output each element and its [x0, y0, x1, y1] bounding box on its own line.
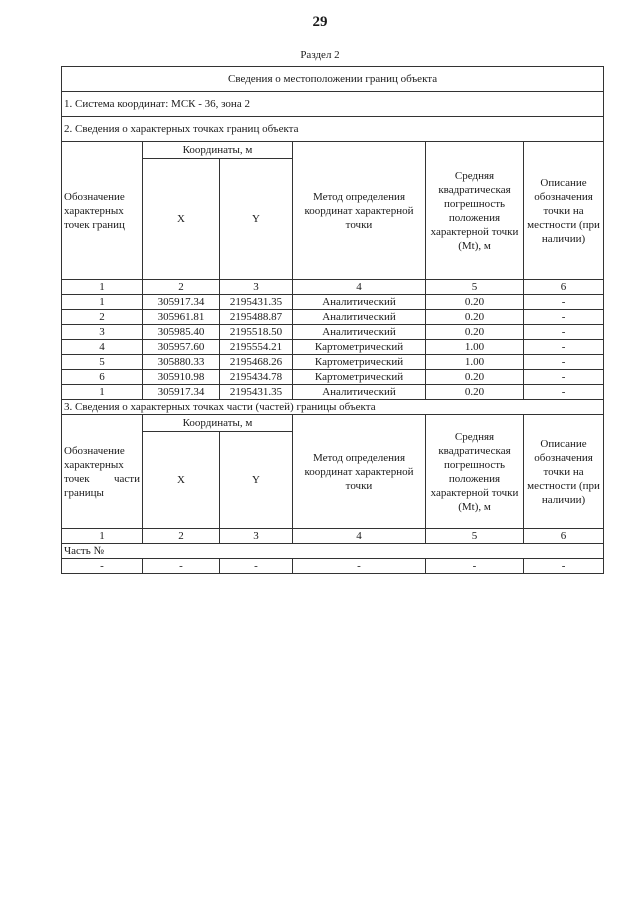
- column-number: 4: [293, 280, 426, 295]
- section2-title-row: [62, 117, 604, 142]
- point-desc: -: [524, 340, 604, 355]
- column-number: 3: [220, 280, 293, 295]
- point-method: Картометрический: [293, 355, 426, 370]
- column-number-row: [62, 529, 604, 544]
- table-row: [62, 385, 604, 400]
- header-method: Метод определения координат характерной точки: [293, 415, 426, 529]
- part-cell: -: [293, 559, 426, 574]
- table-title-row: [62, 67, 604, 92]
- point-method: Картометрический: [293, 370, 426, 385]
- point-x: 305985.40: [143, 325, 220, 340]
- point-desc: -: [524, 295, 604, 310]
- column-number: 6: [524, 280, 604, 295]
- column-number: 5: [426, 529, 524, 544]
- column-number: 2: [143, 280, 220, 295]
- point-method: Аналитический: [293, 295, 426, 310]
- coord-system-row: [62, 92, 604, 117]
- header-x: X: [143, 432, 220, 529]
- table-row: [62, 325, 604, 340]
- point-mt: 1.00: [426, 340, 524, 355]
- section2-header-row: [62, 142, 604, 159]
- part-cell: -: [143, 559, 220, 574]
- point-number: 3: [62, 325, 143, 340]
- point-x: 305917.34: [143, 385, 220, 400]
- header-description: Описание обозначения точки на местности (при наличии): [524, 142, 604, 280]
- point-x: 305880.33: [143, 355, 220, 370]
- point-desc: -: [524, 370, 604, 385]
- point-number: 4: [62, 340, 143, 355]
- point-number: 1: [62, 295, 143, 310]
- point-mt: 0.20: [426, 325, 524, 340]
- point-y: 2195468.26: [220, 355, 293, 370]
- header-point-designation: Обозначение характерных точек границ: [62, 142, 143, 280]
- header-part-point-designation: Обозначение характерных точек части границы: [62, 415, 143, 529]
- part-label-row: [62, 544, 604, 559]
- part-cell: -: [524, 559, 604, 574]
- column-number: 5: [426, 280, 524, 295]
- column-number: 1: [62, 529, 143, 544]
- section2-title: 2. Сведения о характерных точках границ объекта: [62, 117, 604, 142]
- point-method: Аналитический: [293, 325, 426, 340]
- point-y: 2195554.21: [220, 340, 293, 355]
- part-cell: -: [62, 559, 143, 574]
- point-x: 305957.60: [143, 340, 220, 355]
- point-number: 6: [62, 370, 143, 385]
- column-number: 2: [143, 529, 220, 544]
- point-mt: 0.20: [426, 295, 524, 310]
- table-row: [62, 340, 604, 355]
- section-label: Раздел 2: [300, 49, 340, 61]
- point-method: Аналитический: [293, 310, 426, 325]
- header-x: X: [143, 159, 220, 280]
- table-row: [62, 295, 604, 310]
- section3-title-row: [62, 400, 604, 415]
- point-y: 2195431.35: [220, 295, 293, 310]
- point-desc: -: [524, 325, 604, 340]
- section3-header-row: [62, 415, 604, 432]
- part-cell: -: [426, 559, 524, 574]
- point-method: Аналитический: [293, 385, 426, 400]
- header-accuracy: Средняя квадратическая погрешность положения характерной точки (Mt), м: [426, 142, 524, 280]
- point-number: 5: [62, 355, 143, 370]
- header-y: Y: [220, 159, 293, 280]
- point-number: 1: [62, 385, 143, 400]
- point-x: 305961.81: [143, 310, 220, 325]
- point-y: 2195518.50: [220, 325, 293, 340]
- column-number: 6: [524, 529, 604, 544]
- table-title: Сведения о местоположении границ объекта: [62, 67, 604, 92]
- point-y: 2195488.87: [220, 310, 293, 325]
- point-mt: 0.20: [426, 370, 524, 385]
- table-row: [62, 310, 604, 325]
- point-x: 305910.98: [143, 370, 220, 385]
- point-desc: -: [524, 355, 604, 370]
- column-number: 3: [220, 529, 293, 544]
- boundary-table: [61, 66, 604, 574]
- point-method: Картометрический: [293, 340, 426, 355]
- header-description: Описание обозначения точки на местности (при наличии): [524, 415, 604, 529]
- point-y: 2195431.35: [220, 385, 293, 400]
- point-mt: 0.20: [426, 385, 524, 400]
- part-cell: -: [220, 559, 293, 574]
- point-desc: -: [524, 310, 604, 325]
- point-mt: 1.00: [426, 355, 524, 370]
- column-number-row: [62, 280, 604, 295]
- table-row: [62, 355, 604, 370]
- point-desc: -: [524, 385, 604, 400]
- header-y: Y: [220, 432, 293, 529]
- part-label: Часть №: [62, 544, 604, 559]
- point-y: 2195434.78: [220, 370, 293, 385]
- section3-title: 3. Сведения о характерных точках части (частей) границы объекта: [62, 400, 604, 415]
- header-coordinates: Координаты, м: [143, 415, 293, 432]
- header-method: Метод определения координат характерной точки: [293, 142, 426, 280]
- column-number: 1: [62, 280, 143, 295]
- point-mt: 0.20: [426, 310, 524, 325]
- header-accuracy: Средняя квадратическая погрешность положения характерной точки (Mt), м: [426, 415, 524, 529]
- table-row: [62, 370, 604, 385]
- table-row: [62, 559, 604, 574]
- coord-system: 1. Система координат: МСК - 36, зона 2: [62, 92, 604, 117]
- header-coordinates: Координаты, м: [143, 142, 293, 159]
- point-x: 305917.34: [143, 295, 220, 310]
- column-number: 4: [293, 529, 426, 544]
- point-number: 2: [62, 310, 143, 325]
- page-number: 29: [312, 14, 328, 30]
